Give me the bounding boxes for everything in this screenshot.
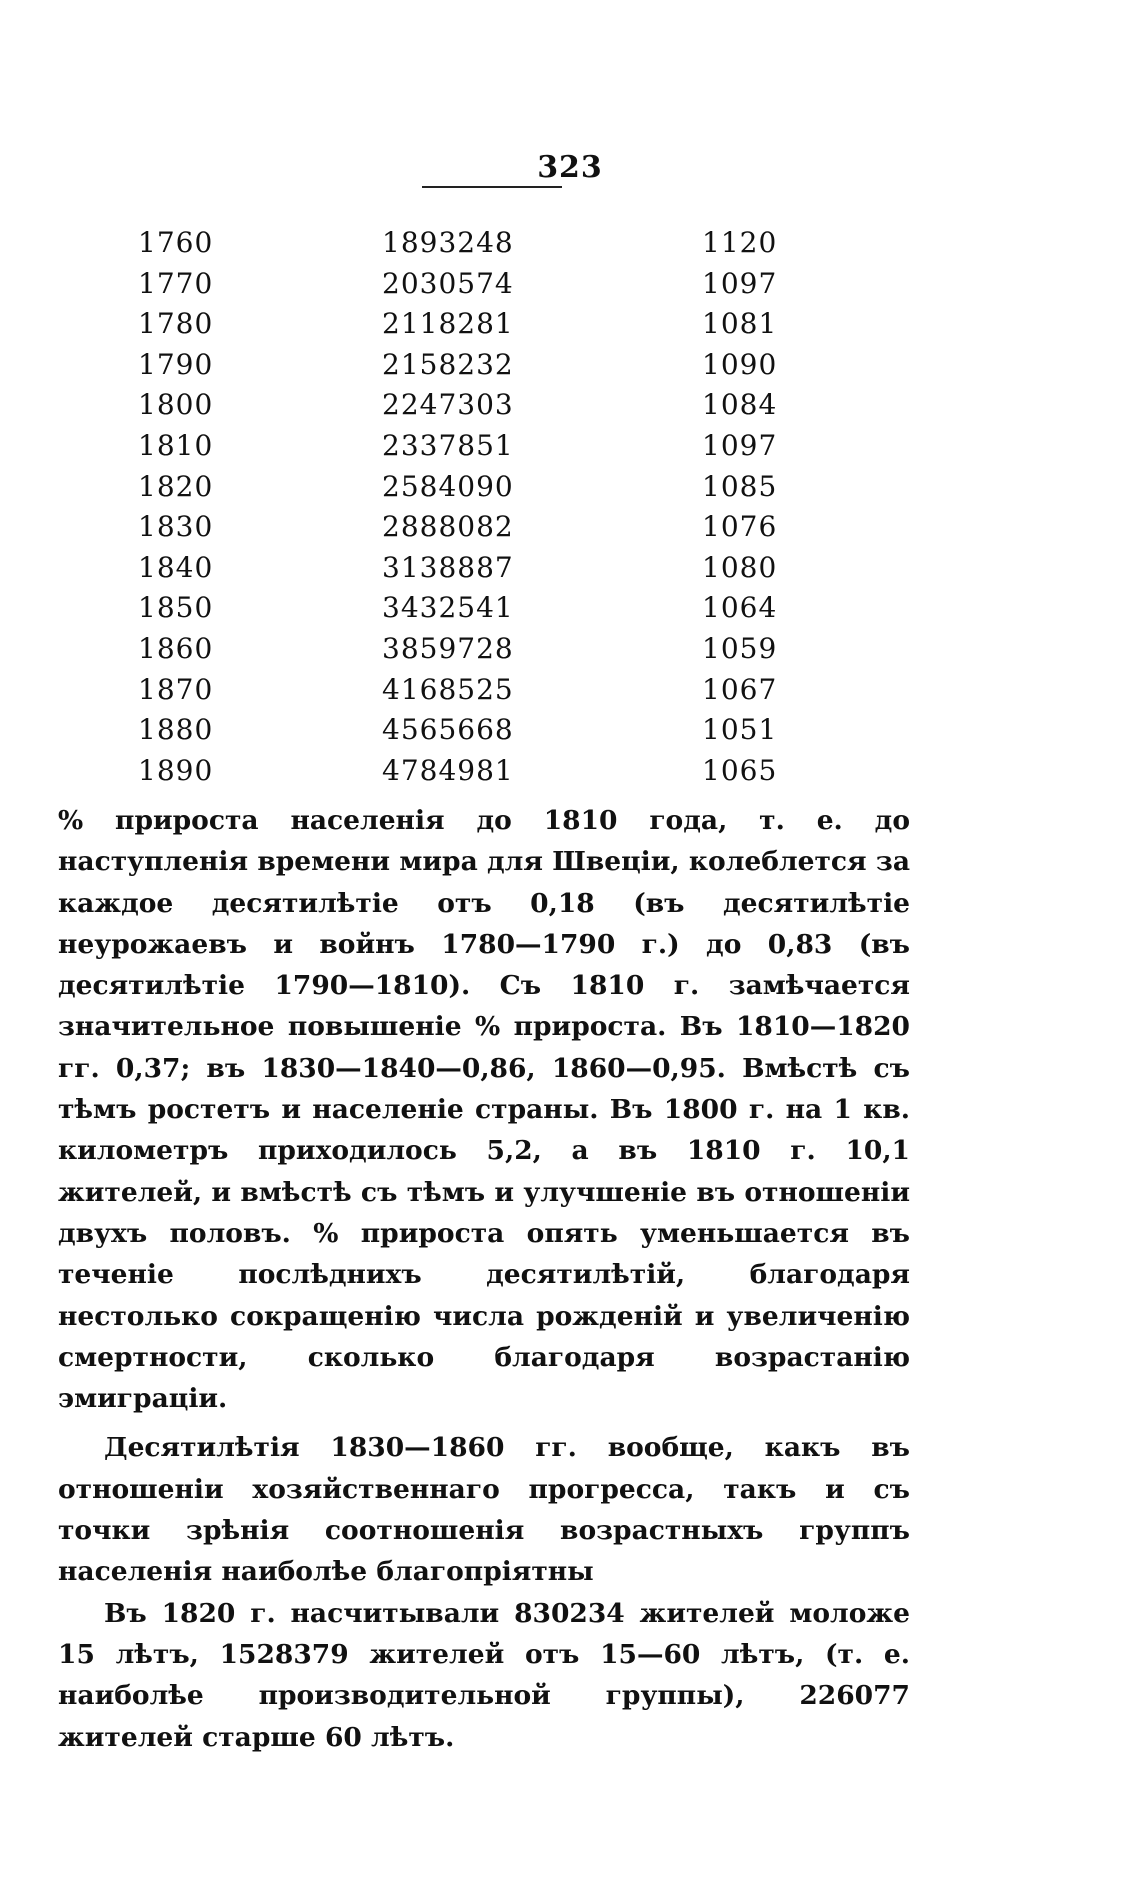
population-cell: 2118281 bbox=[382, 307, 514, 341]
table-row bbox=[0, 429, 1140, 470]
year-cell: 1880 bbox=[138, 713, 214, 747]
population-table bbox=[0, 226, 1140, 794]
year-cell: 1840 bbox=[138, 550, 214, 584]
ratio-cell: 1084 bbox=[702, 388, 778, 422]
year-cell: 1760 bbox=[138, 226, 214, 259]
ratio-cell: 1085 bbox=[702, 469, 778, 503]
year-cell: 1800 bbox=[138, 388, 214, 422]
year-cell: 1850 bbox=[138, 591, 214, 625]
table-row bbox=[0, 348, 1140, 389]
ratio-cell: 1097 bbox=[702, 428, 778, 462]
population-cell: 4784981 bbox=[382, 753, 514, 787]
table-row bbox=[0, 632, 1140, 673]
ratio-cell: 1064 bbox=[702, 591, 778, 625]
population-cell: 2247303 bbox=[382, 388, 514, 422]
table-row bbox=[0, 673, 1140, 714]
year-cell: 1870 bbox=[138, 672, 214, 706]
table-row bbox=[0, 713, 1140, 754]
ratio-cell: 1067 bbox=[702, 672, 778, 706]
population-cell: 2888082 bbox=[382, 510, 514, 544]
paragraph-age-groups: Въ 1820 г. насчитывали 830234 жителей моложе 15 лѣтъ, 1528379 жителей отъ 15—60 лѣтъ, (т. е. наиболѣе производительной группы), 226077 жителей старше 60 лѣтъ. bbox=[58, 1597, 910, 1753]
year-cell: 1810 bbox=[138, 428, 214, 462]
year-cell: 1890 bbox=[138, 753, 214, 787]
population-cell: 4565668 bbox=[382, 713, 514, 747]
page-number: 323 bbox=[537, 150, 603, 185]
table-row bbox=[0, 591, 1140, 632]
paragraph-growth-rate: % прироста населенія до 1810 года, т. е. до наступленія времени мира для Швеціи, колеблется за каждое десятилѣтіе отъ 0,18 (въ десятилѣтіе неурожаевъ и войнъ 1780—1790 г.) до 0,83 (въ десятилѣтіе 1790—1810). Съ 1810 г. замѣчается значительное повышеніе % прироста. Въ 1810—1820 гг. 0,37; въ 1830—1840—0,86, 1860—0,95. Вмѣстѣ съ тѣмъ ростетъ и населеніе страны. Въ 1800 г. на 1 кв. километръ приходилось 5,2, а въ 1810 г. 10,1 жителей, и вмѣстѣ съ тѣмъ и улучшеніе въ отношеніи двухъ половъ. % прироста опять уменьшается въ теченіе послѣднихъ десятилѣтій, благодаря нестолько сокращенію числа рожденій и увеличенію смертности, сколько благодаря возрастанію эмиграціи. bbox=[58, 805, 910, 1415]
ratio-cell: 1081 bbox=[702, 307, 778, 341]
ratio-cell: 1076 bbox=[702, 510, 778, 544]
ratio-cell: 1059 bbox=[702, 631, 778, 665]
population-cell: 2584090 bbox=[382, 469, 514, 503]
population-cell: 2158232 bbox=[382, 347, 514, 381]
population-cell: 3138887 bbox=[382, 550, 514, 584]
year-cell: 1780 bbox=[138, 307, 214, 341]
population-cell: 3859728 bbox=[382, 631, 514, 665]
ratio-cell: 1090 bbox=[702, 347, 778, 381]
year-cell: 1790 bbox=[138, 347, 214, 381]
paragraph-decades: Десятилѣтія 1830—1860 гг. вообще, какъ въ отношеніи хозяйственнаго прогресса, такъ и съ точки зрѣнія соотношенія возрастныхъ группъ населенія наиболѣе благопріятны bbox=[58, 1432, 910, 1588]
year-cell: 1820 bbox=[138, 469, 214, 503]
population-cell: 2337851 bbox=[382, 428, 514, 462]
table-row bbox=[0, 754, 1140, 795]
table-row bbox=[0, 307, 1140, 348]
ratio-cell: 1097 bbox=[702, 266, 778, 300]
body-text bbox=[58, 800, 910, 1758]
population-cell: 3432541 bbox=[382, 591, 514, 625]
year-cell: 1830 bbox=[138, 510, 214, 544]
ratio-cell: 1065 bbox=[702, 753, 778, 787]
ratio-cell: 1051 bbox=[702, 713, 778, 747]
table-row bbox=[0, 510, 1140, 551]
population-cell: 2030574 bbox=[382, 266, 514, 300]
header-rule bbox=[422, 186, 562, 188]
table-row bbox=[0, 226, 1140, 267]
population-cell: 4168525 bbox=[382, 672, 514, 706]
table-row bbox=[0, 551, 1140, 592]
table-row bbox=[0, 470, 1140, 511]
table-row bbox=[0, 267, 1140, 308]
ratio-cell: 1120 bbox=[702, 226, 778, 259]
year-cell: 1860 bbox=[138, 631, 214, 665]
population-cell: 1893248 bbox=[382, 226, 514, 259]
table-row bbox=[0, 388, 1140, 429]
year-cell: 1770 bbox=[138, 266, 214, 300]
ratio-cell: 1080 bbox=[702, 550, 778, 584]
